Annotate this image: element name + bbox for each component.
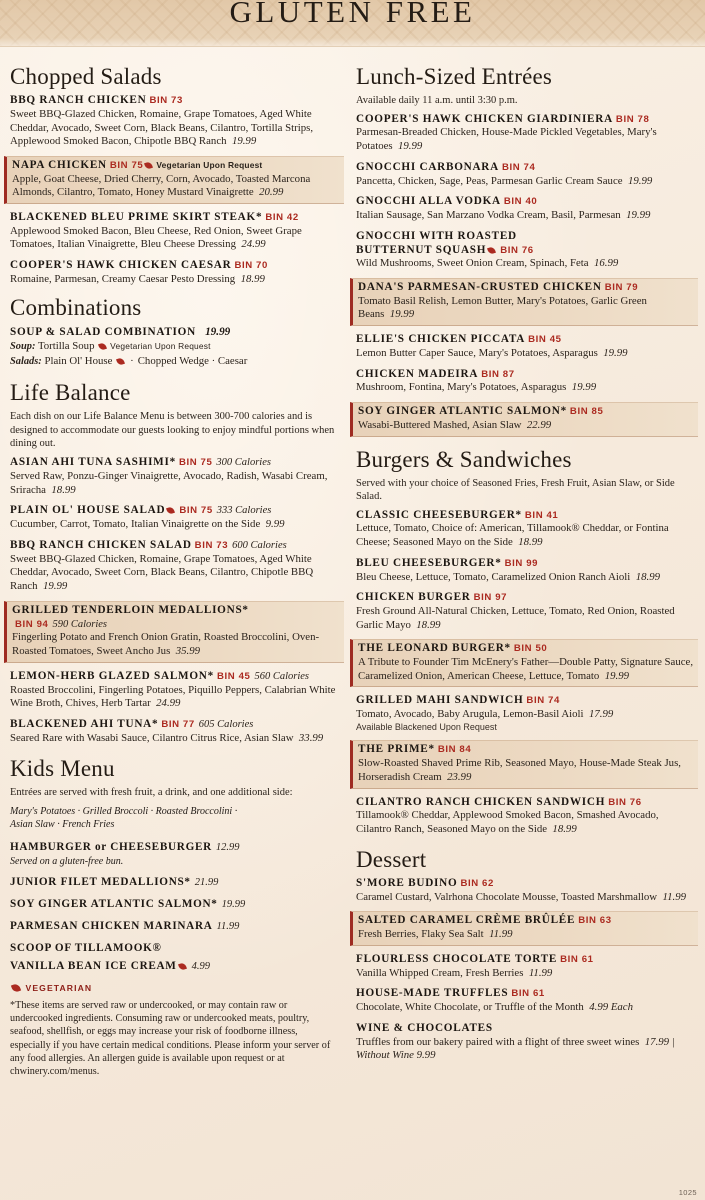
item-description: [356, 1001, 694, 1015]
item-title: BBQ RANCH CHICKEN SALAD: [10, 538, 192, 551]
item-price: 22.99: [526, 418, 552, 431]
menu-item-blackened-ahi-tuna[interactable]: [10, 718, 340, 745]
item-description: [10, 518, 340, 532]
item-price: 9.99: [265, 518, 285, 531]
item-price: 11.99: [216, 920, 240, 932]
menu-item-flourless-chocolate-torte[interactable]: [356, 953, 694, 980]
item-description: [10, 225, 340, 252]
menu-item-soup-salad-combination[interactable]: [10, 326, 340, 369]
item-description-text: Sweet BBQ-Glazed Chicken, Romaine, Grape Tomatoes, Aged White Cheddar, Avocado, Sweet Corn, Black Beans, Cilantro, Tortilla Strips, Applewood Smoked Bacon, Chipotle BBQ Ranch: [10, 108, 314, 148]
leaf-icon: [11, 983, 21, 993]
menu-item-junior-filet-medallions[interactable]: [10, 872, 340, 890]
item-price: 19.99: [571, 381, 597, 394]
item-description: [356, 967, 694, 981]
menu-code: 1025: [678, 1188, 697, 1197]
item-price: 19.99: [43, 580, 68, 593]
combo-salads-label: Salads:: [10, 356, 42, 368]
item-price: 11.99: [662, 890, 687, 903]
item-title: PLAIN OL' HOUSE SALAD: [10, 504, 166, 517]
item-description-text: Tomato, Avocado, Baby Arugula, Lemon-Basil Aioli: [356, 708, 584, 721]
item-description-text: Apple, Goat Cheese, Dried Cherry, Corn, Avocado, Toasted Marcona Almonds, Cilantro, Tomato, Honey Mustard Vinaigrette: [12, 172, 311, 199]
item-title: BLACKENED BLEU PRIME SKIRT STEAK*: [10, 210, 263, 223]
item-title: HOUSE-MADE TRUFFLES: [356, 987, 509, 1000]
item-name: SOUP & SALAD COMBINATION 19.99: [10, 325, 231, 338]
item-description-text: Applewood Smoked Bacon, Bleu Cheese, Red Onion, Sweet Grape Tomatoes, Italian Vinaigrette, Bleu Cheese Dressing: [10, 224, 302, 251]
item-bin: BIN 73: [194, 539, 229, 551]
item-description-text: Fingerling Potato and French Onion Gratin, Roasted Broccolini, Oven-Roasted Tomatoes, Sweet Ancho Jus: [12, 631, 320, 658]
item-title: WINE & CHOCOLATES: [356, 1021, 493, 1034]
item-name: [12, 604, 340, 632]
item-description-text: Truffles from our bakery paired with a flight of three sweet wines: [356, 1035, 640, 1048]
item-description: [356, 891, 694, 905]
item-title: PARMESAN CHICKEN MARINARA: [10, 919, 213, 932]
menu-item-the-leonard-burger[interactable]: [350, 639, 698, 687]
item-price: 33.99: [298, 731, 324, 744]
item-price: 16.99: [593, 257, 619, 270]
item-calories: 300 Calories: [216, 457, 271, 469]
item-title: LEMON-HERB GLAZED SALMON*: [10, 669, 214, 682]
item-title: FLOURLESS CHOCOLATE TORTE: [356, 952, 558, 965]
item-name: [358, 743, 694, 757]
item-price: 4.99: [191, 960, 210, 972]
menu-page: [0, 47, 705, 1200]
item-price: 23.99: [447, 770, 472, 783]
item-title: JUNIOR FILET MEDALLIONS*: [10, 875, 191, 888]
item-bin: BIN 45: [528, 334, 562, 346]
item-bin: BIN 62: [460, 877, 494, 889]
item-bin: BIN 97: [473, 592, 508, 604]
item-description: [356, 381, 694, 395]
item-price: 18.99: [240, 272, 265, 285]
section-title-chopped-salads: Chopped Salads: [10, 64, 162, 89]
item-price: 21.99: [194, 876, 219, 888]
item-name: [358, 405, 694, 419]
item-description: [356, 605, 694, 632]
item-description: [12, 173, 340, 200]
item-description-text: Served Raw, Ponzu-Ginger Vinaigrette, Avocado, Radish, Wasabi Cream, Sriracha: [10, 470, 328, 496]
menu-item-bleu-cheeseburger[interactable]: [356, 557, 694, 584]
menu-columns: [10, 59, 695, 1196]
item-price: 18.99: [51, 483, 76, 496]
menu-item-grilled-mahi-sandwich[interactable]: [356, 694, 694, 733]
item-title-line2: VANILLA BEAN ICE CREAM: [10, 959, 177, 972]
item-name: [356, 591, 694, 605]
burgers-note: Served with your choice of Seasoned Fries, Fresh Fruit, Asian Slaw, or Side Salad.: [356, 477, 675, 503]
item-description-text: Lettuce, Tomato, Choice of: American, Tillamook® Cheddar, or Fontina Cheese; Seasoned Mayo on the Side: [356, 522, 669, 549]
combo-salads-rest: Chopped Wedge · Caesar: [137, 355, 248, 368]
leaf-icon: [178, 962, 187, 971]
item-title: NAPA CHICKEN: [12, 158, 107, 171]
item-description-text: A Tribute to Founder Tim McEnery's Father—Double Patty, Signature Sauce, Caramelized Onion, American Cheese, Lettuce, Tomato: [358, 656, 694, 682]
item-description: [358, 419, 694, 433]
item-description-text: Slow-Roasted Shaved Prime Rib, Seasoned Mayo, House-Made Steak Jus, Horseradish Cream: [358, 757, 681, 783]
item-name: [356, 195, 694, 209]
item-name: [12, 159, 340, 173]
item-description: [356, 347, 694, 361]
menu-item-scoop-of-tillamook[interactable]: [10, 938, 340, 974]
item-description-text: Sweet BBQ-Glazed Chicken, Romaine, Grape Tomatoes, Aged White Cheddar, Avocado, Sweet Corn, Black Beans, Cilantro, Chipotle BBQ Ranch: [10, 552, 314, 593]
item-description-text: Vanilla Whipped Cream, Fresh Berries: [356, 966, 524, 979]
item-name: [356, 557, 694, 571]
item-name: [356, 230, 694, 258]
item-bin: BIN 78: [615, 113, 650, 125]
item-title: BBQ RANCH CHICKEN: [10, 94, 147, 107]
item-price: 19.99: [627, 174, 653, 187]
menu-item-gnocchi-with-roasted[interactable]: [356, 230, 694, 271]
item-description: [356, 175, 694, 189]
item-name: [356, 953, 694, 967]
item-name: [10, 539, 340, 553]
item-calories: 333 Calories: [216, 505, 272, 517]
item-title-line2: BUTTERNUT SQUASH: [356, 243, 487, 256]
item-name: [10, 898, 245, 910]
item-bin: BIN 50: [513, 643, 548, 655]
item-price: 12.99: [215, 841, 240, 853]
menu-item-parmesan-chicken-marinara[interactable]: [10, 916, 340, 934]
item-name: [10, 259, 340, 273]
item-title: ASIAN AHI TUNA SASHIMI*: [10, 456, 176, 469]
item-name: [356, 694, 694, 708]
page-title: GLUTEN FREE: [229, 0, 476, 29]
item-description-text: Fresh Berries, Flaky Sea Salt: [358, 928, 484, 941]
item-bin: BIN 73: [149, 95, 183, 107]
item-description-text: Tillamook® Cheddar, Applewood Smoked Bacon, Smashed Avocado, Cilantro Ranch, Seasoned Mayo on the Side: [356, 809, 659, 835]
item-name: [10, 670, 340, 684]
item-title: CILANTRO RANCH CHICKEN SANDWICH: [356, 795, 606, 808]
menu-item-asian-ahi-tuna-sashimi[interactable]: [10, 456, 340, 497]
item-title: GNOCCHI WITH ROASTED: [356, 229, 517, 242]
item-title: COOPER'S HAWK CHICKEN CAESAR: [10, 258, 232, 271]
item-name: [358, 642, 694, 656]
item-description-text: Wasabi-Buttered Mashed, Asian Slaw: [358, 418, 522, 431]
item-bin: BIN 61: [560, 953, 594, 965]
item-description-text: Romaine, Parmesan, Creamy Caesar Pesto Dressing: [10, 272, 236, 285]
vegetarian-legend: [10, 983, 340, 993]
menu-item-soy-ginger-atlantic-salmon[interactable]: [10, 894, 340, 912]
kids-menu-note: Entrées are served with fresh fruit, a drink, and one additional side:: [10, 787, 293, 799]
item-name: [356, 987, 694, 1001]
menu-item-gnocchi-alla-vodka[interactable]: [356, 195, 694, 222]
item-calories: 590 Calories: [52, 618, 108, 630]
item-title: BLACKENED AHI TUNA*: [10, 717, 159, 730]
item-description: [358, 656, 694, 683]
item-price: 17.99 | Without Wine 9.99: [356, 1035, 675, 1062]
item-title: SOY GINGER ATLANTIC SALMON*: [10, 897, 218, 910]
menu-item-the-prime[interactable]: [350, 740, 698, 788]
item-price: 19.99: [604, 669, 629, 682]
item-bin: BIN 76: [608, 796, 642, 808]
item-bin: BIN 85: [569, 406, 604, 418]
menu-item-cooper-s-hawk-chicken-giardiniera[interactable]: [356, 113, 694, 154]
menu-item-hamburger-or-cheeseburger[interactable]: [10, 837, 340, 868]
item-name: [10, 920, 239, 932]
item-description: [358, 757, 694, 784]
menu-item-classic-cheeseburger[interactable]: [356, 509, 694, 550]
item-name: [356, 113, 694, 127]
item-description: [356, 209, 694, 223]
item-price: 18.99: [552, 823, 577, 835]
header-fade: [0, 38, 705, 46]
menu-item-house-made-truffles[interactable]: [356, 987, 694, 1014]
item-title: CHICKEN BURGER: [356, 591, 471, 604]
item-price: 19.99: [603, 346, 628, 359]
menu-item-chicken-madeira[interactable]: [356, 368, 694, 395]
menu-item-dana-s-parmesan-crusted-chicken[interactable]: [350, 278, 698, 326]
item-price: 19.99: [389, 308, 415, 321]
item-description: [10, 684, 340, 711]
item-title: ELLIE'S CHICKEN PICCATA: [356, 333, 526, 346]
right-column: [356, 59, 694, 1196]
item-title: SCOOP OF TILLAMOOK®: [10, 941, 162, 954]
item-name: [358, 281, 694, 295]
item-price: 35.99: [175, 645, 200, 658]
item-price: 11.99: [528, 966, 553, 979]
item-title: THE PRIME*: [358, 743, 435, 756]
item-description-text: Parmesan-Breaded Chicken, House-Made Pickled Vegetables, Mary's Potatoes: [356, 126, 657, 153]
item-name: [10, 876, 218, 888]
item-title: GRILLED TENDERLOIN MEDALLIONS*: [12, 603, 249, 616]
item-name: [356, 368, 694, 382]
item-price: 19.99: [221, 898, 246, 910]
item-description-text: Seared Rare with Wasabi Sauce, Cilantro Citrus Rice, Asian Slaw: [10, 731, 294, 744]
leaf-icon: [144, 161, 153, 170]
dessert-list: [356, 877, 694, 1063]
item-description: [10, 732, 340, 746]
menu-item-lemon-herb-glazed-salmon[interactable]: [10, 670, 340, 711]
leaf-icon: [166, 506, 175, 515]
item-description-text: Lemon Butter Caper Sauce, Mary's Potatoes, Asparagus: [356, 346, 598, 359]
item-description-text: Caramel Custard, Valrhona Chocolate Mousse, Toasted Marshmallow: [356, 890, 658, 903]
item-bin: BIN 74: [501, 161, 536, 173]
item-title: SALTED CARAMEL CRÈME BRÛLÉE: [358, 914, 576, 927]
item-description-text: Bleu Cheese, Lettuce, Tomato, Caramelized Onion Ranch Aioli: [356, 570, 631, 583]
menu-item-salted-caramel-cr-me-br-l-e[interactable]: [350, 911, 698, 945]
menu-item-s-more-budino[interactable]: [356, 877, 694, 904]
menu-item-ellie-s-chicken-piccata[interactable]: [356, 333, 694, 360]
item-bin: BIN 41: [524, 509, 559, 521]
item-bin: BIN 74: [526, 695, 560, 707]
item-title: GNOCCHI CARBONARA: [356, 160, 499, 173]
item-name: [10, 718, 340, 732]
item-calories: 600 Calories: [232, 539, 287, 551]
combo-soup-veg-note: Vegetarian Upon Request: [110, 341, 211, 352]
item-bin: BIN 63: [578, 915, 612, 927]
item-bin: BIN 79: [604, 282, 639, 293]
menu-header-band: [0, 0, 705, 47]
leaf-icon: [98, 342, 107, 351]
item-name: [10, 504, 340, 518]
item-bin: BIN 84: [437, 744, 472, 756]
kids-sides-line-2: Asian Slaw · French Fries: [10, 818, 115, 830]
section-title-lunch-entrees: Lunch-Sized Entrées: [356, 64, 553, 89]
item-name: [356, 333, 694, 347]
item-title: BLEU CHEESEBURGER*: [356, 556, 502, 569]
menu-item-cooper-s-hawk-chicken-caesar[interactable]: [10, 259, 340, 286]
item-name: [10, 942, 210, 972]
item-bin: BIN 45: [216, 670, 251, 682]
section-title-kids-menu: Kids Menu: [10, 756, 115, 782]
item-description: [10, 273, 340, 287]
item-price: 11.99: [489, 928, 513, 941]
item-bin: BIN 75: [178, 457, 213, 469]
menu-item-blackened-bleu-prime-skirt-steak[interactable]: [10, 211, 340, 252]
item-title: HAMBURGER or CHEESEBURGER: [10, 840, 212, 853]
item-bin: BIN 94: [15, 618, 49, 630]
item-price: 20.99: [259, 186, 284, 199]
item-title: CHICKEN MADEIRA: [356, 367, 479, 380]
menu-item-bbq-ranch-chicken-salad[interactable]: [10, 539, 340, 594]
item-price: 18.99: [635, 570, 660, 583]
item-name: [10, 841, 240, 853]
item-price: 19.99: [231, 135, 257, 148]
item-bin: BIN 70: [234, 259, 268, 271]
item-price: 18.99: [518, 536, 543, 549]
item-name: [10, 456, 340, 470]
item-price: 17.99: [588, 708, 614, 721]
section-title-burgers-sandwiches: Burgers & Sandwiches: [356, 446, 572, 472]
menu-item-soy-ginger-atlantic-salmon[interactable]: [350, 402, 698, 436]
item-description: [358, 928, 694, 942]
item-description-text: Chocolate, White Chocolate, or Truffle of the Month: [356, 1001, 584, 1014]
leaf-icon: [487, 246, 496, 255]
item-title: DANA'S PARMESAN-CRUSTED CHICKEN: [358, 281, 602, 293]
item-description: [356, 809, 694, 836]
disclaimer-text: *These items are served raw or undercooked, or may contain raw or undercooked ingredients. Consuming raw or undercooked meats, poultry, seafood, shellfish, or eggs may increase your risk of foodborne illness, especially if you have certain medical conditions. Please inform your server of any food allergies. An allergen guide is available upon request or at chwinery.com/menus.: [10, 999, 331, 1077]
section-title-combinations: Combinations: [10, 295, 142, 321]
kids-menu-list: [10, 837, 340, 974]
menu-item-chicken-burger[interactable]: [356, 591, 694, 632]
item-price: 19.99: [205, 325, 231, 338]
item-bin: BIN 42: [265, 211, 299, 223]
combo-salads-line: Salads: Plain Ol' House · Chopped Wedge · Caesar: [10, 355, 248, 368]
item-description: [356, 126, 694, 153]
item-calories: 560 Calories: [254, 670, 309, 682]
item-title: GRILLED MAHI SANDWICH: [356, 694, 524, 707]
combo-salads-first: Plain Ol' House: [44, 355, 113, 368]
item-price: 19.99: [626, 209, 651, 222]
menu-item-gnocchi-carbonara[interactable]: [356, 161, 694, 188]
item-name: [10, 94, 340, 108]
item-description: [356, 1036, 694, 1063]
burgers-sandwiches-list: [356, 509, 694, 837]
item-price: 4.99 Each: [589, 1001, 633, 1014]
item-title: COOPER'S HAWK CHICKEN GIARDINIERA: [356, 112, 613, 125]
item-description-text: Roasted Broccolini, Fingerling Potatoes, Piquillo Peppers, Calabrian White Wine Broth, Chives, Herb Tartar: [10, 683, 336, 710]
item-name: [10, 211, 340, 225]
item-description: [10, 553, 340, 594]
item-bin: BIN 76: [500, 244, 534, 256]
item-bin: BIN 87: [481, 368, 515, 380]
item-name: [358, 914, 694, 928]
left-column: [10, 59, 340, 1196]
item-price: 24.99: [241, 238, 266, 251]
item-bin: BIN 99: [504, 557, 539, 569]
item-description: [356, 571, 694, 585]
item-description-text: Italian Sausage, San Marzano Vodka Cream, Basil, Parmesan: [356, 209, 621, 222]
item-name: [356, 796, 694, 810]
leaf-icon: [116, 357, 125, 366]
lunch-entrees-list: [356, 113, 694, 437]
item-description-text: Wild Mushrooms, Sweet Onion Cream, Spinach, Feta: [356, 257, 589, 270]
item-name: [356, 161, 694, 175]
menu-item-bbq-ranch-chicken[interactable]: [10, 94, 340, 149]
combo-soup-label: Soup:: [10, 341, 36, 353]
menu-item-cilantro-ranch-chicken-sandwich[interactable]: [356, 796, 694, 837]
item-description-text: Cucumber, Carrot, Tomato, Italian Vinaigrette on the Side: [10, 518, 261, 531]
item-description-text: Tomato Basil Relish, Lemon Butter, Mary's Potatoes, Garlic Green Beans: [358, 294, 647, 321]
item-title: GNOCCHI ALLA VODKA: [356, 195, 501, 208]
item-price: 24.99: [156, 697, 181, 710]
item-sub-note: Served on a gluten-free bun.: [10, 855, 124, 867]
lunch-entrees-note: Available daily 11 a.m. until 3:30 p.m.: [356, 95, 518, 107]
item-description: [356, 708, 694, 722]
item-description: [12, 631, 340, 658]
item-description: [356, 522, 694, 549]
item-title: CLASSIC CHEESEBURGER*: [356, 508, 522, 521]
item-calories: 605 Calories: [198, 718, 254, 730]
item-name: [356, 1022, 694, 1036]
item-bin: BIN 40: [503, 196, 538, 208]
menu-item-grilled-tenderloin-medallions[interactable]: [4, 601, 344, 663]
item-name: [356, 877, 694, 891]
item-price: 19.99: [398, 140, 423, 153]
item-bin: BIN 75: [179, 505, 213, 517]
life-balance-list: [10, 456, 340, 745]
item-title: SOY GINGER ATLANTIC SALMON*: [358, 405, 567, 418]
item-description-text: Mushroom, Fontina, Mary's Potatoes, Asparagus: [356, 381, 567, 394]
item-title: THE LEONARD BURGER*: [358, 642, 511, 655]
item-bin: BIN 61: [511, 988, 545, 1000]
item-description-text: Fresh Ground All-Natural Chicken, Lettuce, Tomato, Red Onion, Roasted Garlic Mayo: [356, 605, 675, 631]
section-title-dessert: Dessert: [356, 846, 427, 872]
menu-item-plain-ol-house-salad[interactable]: [10, 504, 340, 531]
item-title: S'MORE BUDINO: [356, 876, 458, 889]
item-veg-note: Vegetarian Upon Request: [156, 159, 263, 170]
item-description: [358, 295, 694, 322]
item-bin: BIN 75: [109, 159, 144, 171]
combo-soup-value: Tortilla Soup: [37, 340, 95, 353]
life-balance-note: Each dish on our Life Balance Menu is between 300-700 calories and is designed to accommodate our guests looking to enjoy mindful portions when dining out.: [10, 411, 335, 449]
kids-sides-line-1: Mary's Potatoes · Grilled Broccoli · Roasted Broccolini ·: [10, 805, 238, 817]
item-name: [356, 509, 694, 523]
vegetarian-legend-label: VEGETARIAN: [25, 982, 93, 993]
item-description: [356, 257, 694, 271]
item-price: 18.99: [416, 618, 441, 631]
menu-item-wine-chocolates[interactable]: [356, 1022, 694, 1063]
item-sub-note: Available Blackened Upon Request: [356, 721, 497, 732]
item-description: [10, 470, 340, 497]
item-description-text: Pancetta, Chicken, Sage, Peas, Parmesan Garlic Cream Sauce: [356, 174, 623, 187]
menu-item-napa-chicken[interactable]: [4, 156, 344, 204]
chopped-salads-list: [10, 94, 340, 286]
section-title-life-balance: Life Balance: [10, 379, 131, 405]
combo-soup-line: [10, 339, 340, 354]
item-bin: BIN 77: [161, 718, 195, 730]
item-description: [10, 108, 340, 149]
